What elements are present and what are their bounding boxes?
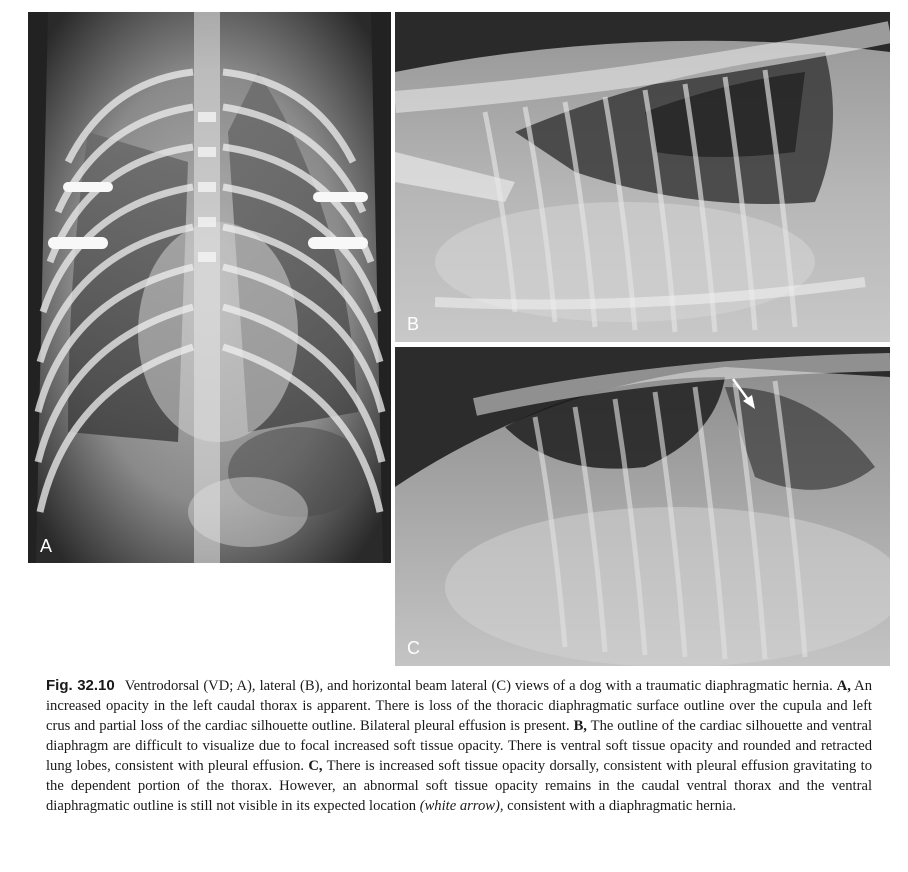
caption-arrow-note: (white arrow) [419, 798, 500, 814]
caption-part-a-text: An increased opacity in the left caudal thorax is apparent. There is loss of the thoracic diaphragmatic surface outline over the cupula and left crus and partial loss of the cardiac silhouette outline. Bilateral pleural effusion is present. [46, 678, 873, 734]
figure-caption [46, 676, 872, 816]
caption-part-b-text: The outline of the cardiac silhouette and ventral diaphragm are difficult to visualize due to focal increased soft tissue opacity. There is ventral soft tissue opacity and rounded and retracted lung lobes, consistent with pleural effusion. [46, 718, 872, 774]
caption-intro: Ventrodorsal (VD; A), lateral (B), and horizontal beam lateral (C) views of a dog with a traumatic diaphragmatic hernia. [124, 678, 833, 694]
caption-part-c-text: There is increased soft tissue opacity dorsally, consistent with pleural effusion gravitating to the dependent portion of the thorax. However, an abnormal soft tissue opacity remains in the caudal ventral thorax and the ventral diaphragmatic outline is still not visible in its expected location [46, 758, 873, 814]
caption-closing: , consistent with a diaphragmatic hernia. [499, 798, 737, 814]
radiograph-panel-b [395, 12, 890, 342]
caption-part-a-label: A, [836, 678, 851, 694]
radiograph-panel-a [28, 12, 391, 563]
radiograph-panel-c [395, 347, 890, 666]
panel-label-b: B [407, 314, 420, 334]
horizontal-beam-radiograph-image [395, 347, 890, 666]
figure-label: Fig. 32.10 [46, 677, 115, 694]
panel-label-a: A [40, 536, 53, 556]
caption-part-c-label: C, [308, 758, 323, 774]
vd-radiograph-image [28, 12, 391, 563]
panel-label-c: C [407, 638, 420, 658]
caption-part-b-label: B, [573, 718, 587, 734]
lateral-radiograph-image [395, 12, 890, 342]
